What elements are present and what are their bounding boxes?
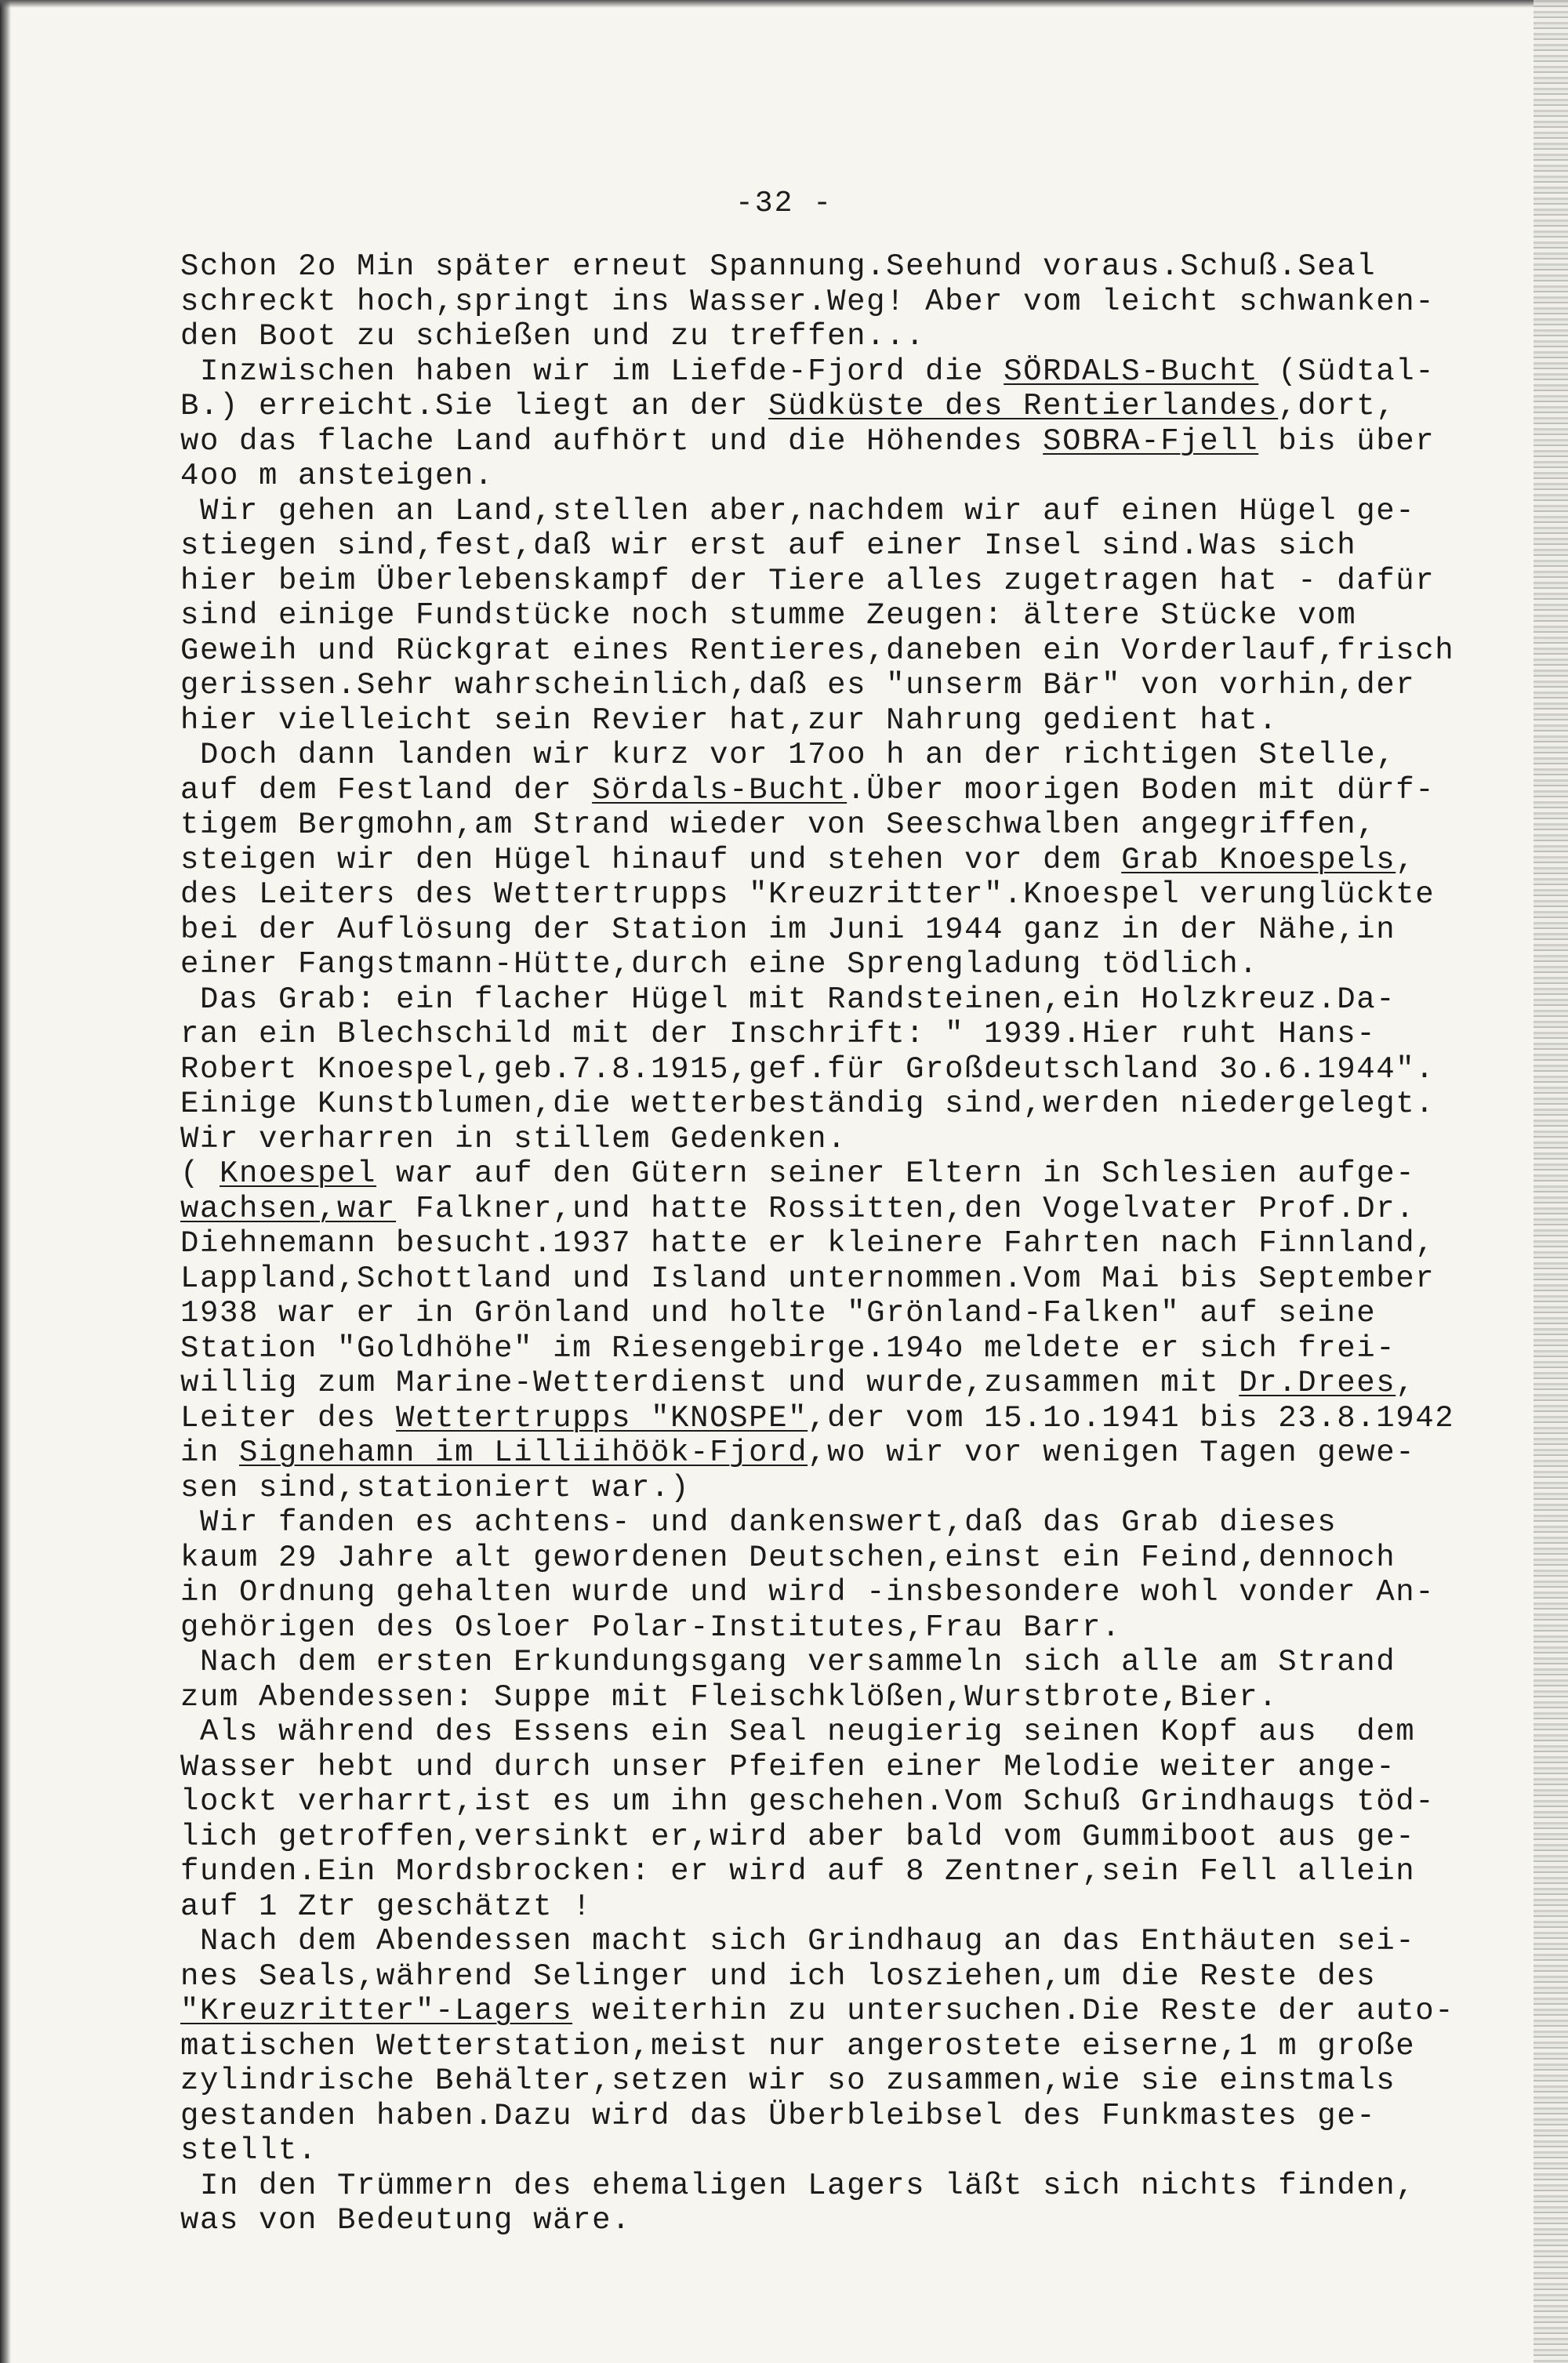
text-line: matischen Wetterstation,meist nur angerostete eiserne,1 m große xyxy=(180,2028,1416,2064)
text-line: bei der Auflösung der Station im Juni 1944 ganz in der Nähe,in xyxy=(180,912,1396,947)
text-line: zylindrische Behälter,setzen wir so zusammen,wie sie einstmals xyxy=(180,2064,1396,2098)
text-line: kaum 29 Jahre alt gewordenen Deutschen,einst ein Feind,dennoch xyxy=(180,1540,1396,1575)
text-line: hier vielleicht sein Revier hat,zur Nahrung gedient hat. xyxy=(180,702,1279,738)
text-line: auf 1 Ztr geschätzt ! xyxy=(180,1889,593,1924)
text-line: in Ordnung gehalten wurde und wird -insbesondere wohl vonder An- xyxy=(180,1575,1436,1610)
text-line: In den Trümmern des ehemaligen Lagers läßt sich nichts finden, xyxy=(180,2168,1416,2203)
text-line: sind einige Fundstücke noch stumme Zeugen: ältere Stücke vom xyxy=(180,598,1357,633)
page-number: -32 - xyxy=(735,187,833,220)
text-line: Doch dann landen wir kurz vor 17oo h an der richtigen Stelle, xyxy=(180,738,1396,772)
text-line: Lappland,Schottland und Island unternommen.Vom Mai bis September xyxy=(180,1261,1436,1296)
text-line: willig zum Marine-Wetterdienst und wurde,zusammen mit Dr.Drees, xyxy=(180,1366,1416,1400)
text-line: Wasser hebt und durch unser Pfeifen einer Melodie weiter ange- xyxy=(180,1749,1396,1784)
text-line: auf dem Festland der Sördals-Bucht.Über moorigen Boden mit dürf- xyxy=(180,772,1436,808)
text-line: hier beim Überlebenskampf der Tiere alles zugetragen hat - dafür xyxy=(180,563,1436,598)
text-line: Schon 2o Min später erneut Spannung.Seehund voraus.Schuß.Seal xyxy=(180,249,1377,284)
text-line: Wir verharren in stillem Gedenken. xyxy=(180,1121,848,1156)
text-line: "Kreuzritter"-Lagers weiterhin zu untersuchen.Die Reste der auto- xyxy=(180,1994,1455,2028)
text-line: Einige Kunstblumen,die wetterbeständig sind,werden niedergelegt. xyxy=(180,1087,1436,1121)
text-line: lockt verharrt,ist es um ihn geschehen.Vom Schuß Grindhaugs töd- xyxy=(180,1784,1436,1819)
text-line: sen sind,stationiert war.) xyxy=(180,1470,691,1505)
text-line: ran ein Blechschild mit der Inschrift: " 1939.Hier ruht Hans- xyxy=(180,1017,1377,1051)
text-line: stellt. xyxy=(180,2133,318,2168)
text-line: B.) erreicht.Sie liegt an der Südküste des Rentierlandes,dort, xyxy=(180,389,1396,423)
text-line: Diehnemann besucht.1937 hatte er kleinere Fahrten nach Finnland, xyxy=(180,1226,1436,1261)
text-line: tigem Bergmohn,am Strand wieder von Seeschwalben angegriffen, xyxy=(180,808,1377,842)
text-line: lich getroffen,versinkt er,wird aber bald vom Gummiboot aus ge- xyxy=(180,1819,1416,1854)
text-line: des Leiters des Wettertrupps "Kreuzritter".Knoespel verunglückte xyxy=(180,877,1436,912)
text-line: zum Abendessen: Suppe mit Fleischklößen,Wurstbrote,Bier. xyxy=(180,1679,1279,1715)
text-line: in Signehamn im Lilliihöök-Fjord,wo wir vor wenigen Tagen gewe- xyxy=(180,1436,1416,1470)
text-line: Das Grab: ein flacher Hügel mit Randsteinen,ein Holzkreuz.Da- xyxy=(180,982,1396,1017)
text-line: Nach dem Abendessen macht sich Grindhaug an das Enthäuten sei- xyxy=(180,1924,1416,1958)
text-line: nes Seals,während Selinger und ich losziehen,um die Reste des xyxy=(180,1958,1377,1994)
text-line: Als während des Essens ein Seal neugierig seinen Kopf aus dem xyxy=(180,1715,1416,1749)
text-line: 1938 war er in Grönland und holte "Grönland-Falken" auf seine xyxy=(180,1296,1377,1330)
text-line: Wir gehen an Land,stellen aber,nachdem wir auf einen Hügel ge- xyxy=(180,493,1416,528)
text-line: Robert Knoespel,geb.7.8.1915,gef.für Großdeutschland 3o.6.1944". xyxy=(180,1051,1436,1087)
text-line: Wir fanden es achtens- und dankenswert,daß das Grab dieses xyxy=(180,1505,1338,1540)
text-line: funden.Ein Mordsbrocken: er wird auf 8 Zentner,sein Fell allein xyxy=(180,1854,1416,1889)
text-line: Leiter des Wettertrupps "KNOSPE",der vom 15.1o.1941 bis 23.8.1942 xyxy=(180,1400,1455,1436)
text-line: ( Knoespel war auf den Gütern seiner Eltern in Schlesien aufge- xyxy=(180,1156,1416,1191)
scan-edge-top xyxy=(0,0,1568,8)
text-line: Inzwischen haben wir im Liefde-Fjord die SÖRDALS-Bucht (Südtal- xyxy=(180,354,1436,389)
text-line: den Boot zu schießen und zu treffen... xyxy=(180,319,926,354)
text-line: steigen wir den Hügel hinauf und stehen vor dem Grab Knoespels, xyxy=(180,842,1416,877)
text-line: Station "Goldhöhe" im Riesengebirge.194o meldete er sich frei- xyxy=(180,1330,1396,1366)
text-line: was von Bedeutung wäre. xyxy=(180,2203,632,2238)
text-line: Geweih und Rückgrat eines Rentieres,daneben ein Vorderlauf,frisch xyxy=(180,633,1455,668)
text-line: stiegen sind,fest,daß wir erst auf einer Insel sind.Was sich xyxy=(180,528,1357,563)
text-line: gestanden haben.Dazu wird das Überbleibsel des Funkmastes ge- xyxy=(180,2098,1377,2133)
text-line: Nach dem ersten Erkundungsgang versammeln sich alle am Strand xyxy=(180,1645,1396,1679)
text-line: wo das flache Land aufhört und die Höhendes SOBRA-Fjell bis über xyxy=(180,423,1436,459)
scan-edge-left xyxy=(0,0,11,2363)
text-line: gehörigen des Osloer Polar-Institutes,Frau Barr. xyxy=(180,1610,1122,1645)
text-line: einer Fangstmann-Hütte,durch eine Sprengladung tödlich. xyxy=(180,947,1259,982)
text-line: gerissen.Sehr wahrscheinlich,daß es "unserm Bär" von vorhin,der xyxy=(180,668,1416,702)
text-line: 4oo m ansteigen. xyxy=(180,459,495,493)
body-text xyxy=(180,249,1544,2238)
text-line: wachsen,war Falkner,und hatte Rossitten,den Vogelvater Prof.Dr. xyxy=(180,1191,1416,1226)
text-line: schreckt hoch,springt ins Wasser.Weg! Aber vom leicht schwanken- xyxy=(180,284,1436,319)
